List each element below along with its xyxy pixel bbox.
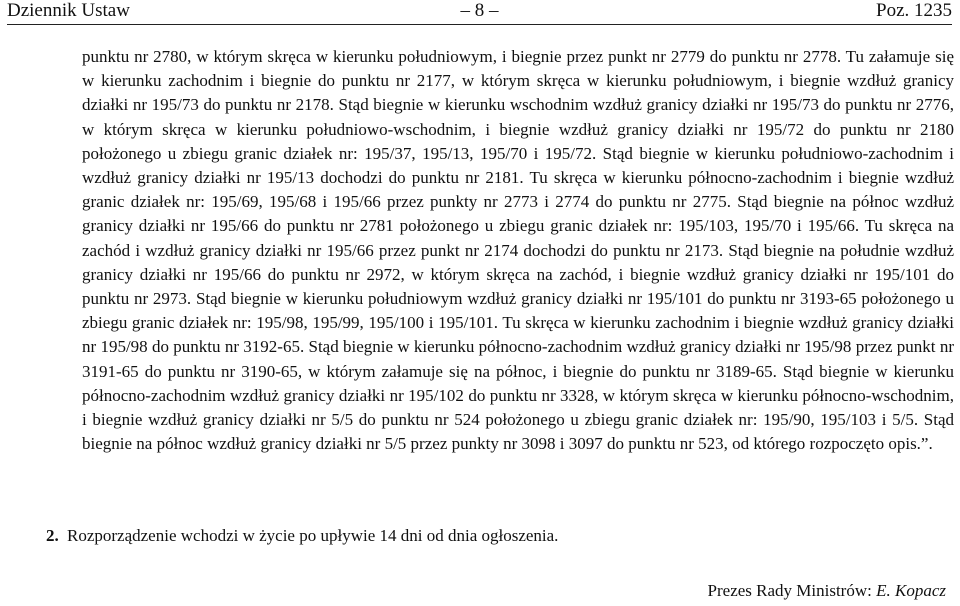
position-number: Poz. 1235 — [876, 0, 952, 21]
item-2-text: Rozporządzenie wchodzi w życie po upływie 14 dni od dnia ogłoszenia. — [67, 526, 559, 545]
signature-label: Prezes Rady Ministrów: — [707, 581, 872, 600]
item-2-number: 2. — [46, 526, 59, 545]
item-2-paragraph — [46, 524, 946, 548]
journal-title: Dziennik Ustaw — [7, 0, 130, 21]
page-number: – 8 – — [460, 0, 499, 21]
signature-name: E. Kopacz — [876, 581, 946, 600]
page-header — [7, 0, 952, 25]
boundary-description-paragraph: punktu nr 2780, w którym skręca w kierunku południowym, i biegnie przez punkt nr 2779 do punktu nr 2778. Tu załamuje się w kierunku zachodnim i biegnie do punktu nr 2177, w którym skręca w kierunku południowym, i biegnie wzdłuż granicy działki nr 195/73 do punktu nr 2178. Stąd biegnie w kierunku wschodnim wzdłuż granicy działki nr 195/73 do punktu nr 2776, w którym skręca w kierunku południowo-wschodnim, i biegnie wzdłuż granicy działki nr 195/72 do punktu nr 2180 położonego u zbiegu granic działek nr: 195/37, 195/13, 195/70 i 195/72. Stąd biegnie w kierunku południowo-zachodnim i wzdłuż granicy działki nr 195/13 dochodzi do punktu nr 2181. Tu skręca w kierunku północno-zachodnim i biegnie wzdłuż granic działek nr: 195/69, 195/68 i 195/66 przez punkty nr 2773 i 2774 do punktu nr 2775. Stąd biegnie na północ wzdłuż granicy działki nr 195/66 do punktu nr 2781 położonego u zbiegu granic działek nr: 195/103, 195/70 i 195/66. Tu skręca na zachód i wzdłuż granicy działki nr 195/66 przez punkt nr 2174 dochodzi do punktu nr 2173. Stąd biegnie na południe wzdłuż granicy działki nr 195/66 do punktu nr 2972, w którym skręca na zachód, i biegnie wzdłuż granicy działki nr 195/101 do punktu nr 2973. Stąd biegnie w kierunku południowym wzdłuż granicy działki nr 195/101 do punktu nr 3193-65 położonego u zbiegu granic działek nr: 195/98, 195/99, 195/100 i 195/101. Tu skręca w kierunku zachodnim i biegnie wzdłuż granicy działki nr 195/98 do punktu nr 3192-65. Stąd biegnie w kierunku północno-zachodnim wzdłuż granicy działki nr 195/98 przez punkt nr 3191-65 do punktu nr 3190-65, w którym załamuje się na północ, i biegnie do punktu nr 3189-65. Stąd biegnie w kierunku północno-zachodnim wzdłuż granicy działki nr 195/102 do punktu nr 3328, w którym skręca w kierunku północno-wschodnim, i biegnie wzdłuż granicy działki nr 5/5 do punktu nr 524 położonego u zbiegu granic działek nr: 195/90, 195/103 i 5/5. Stąd biegnie na północ wzdłuż granicy działki nr 5/5 przez punkty nr 3098 i 3097 do punktu nr 523, od którego rozpoczęto opis.”. — [82, 47, 954, 454]
signature-block — [708, 580, 946, 602]
